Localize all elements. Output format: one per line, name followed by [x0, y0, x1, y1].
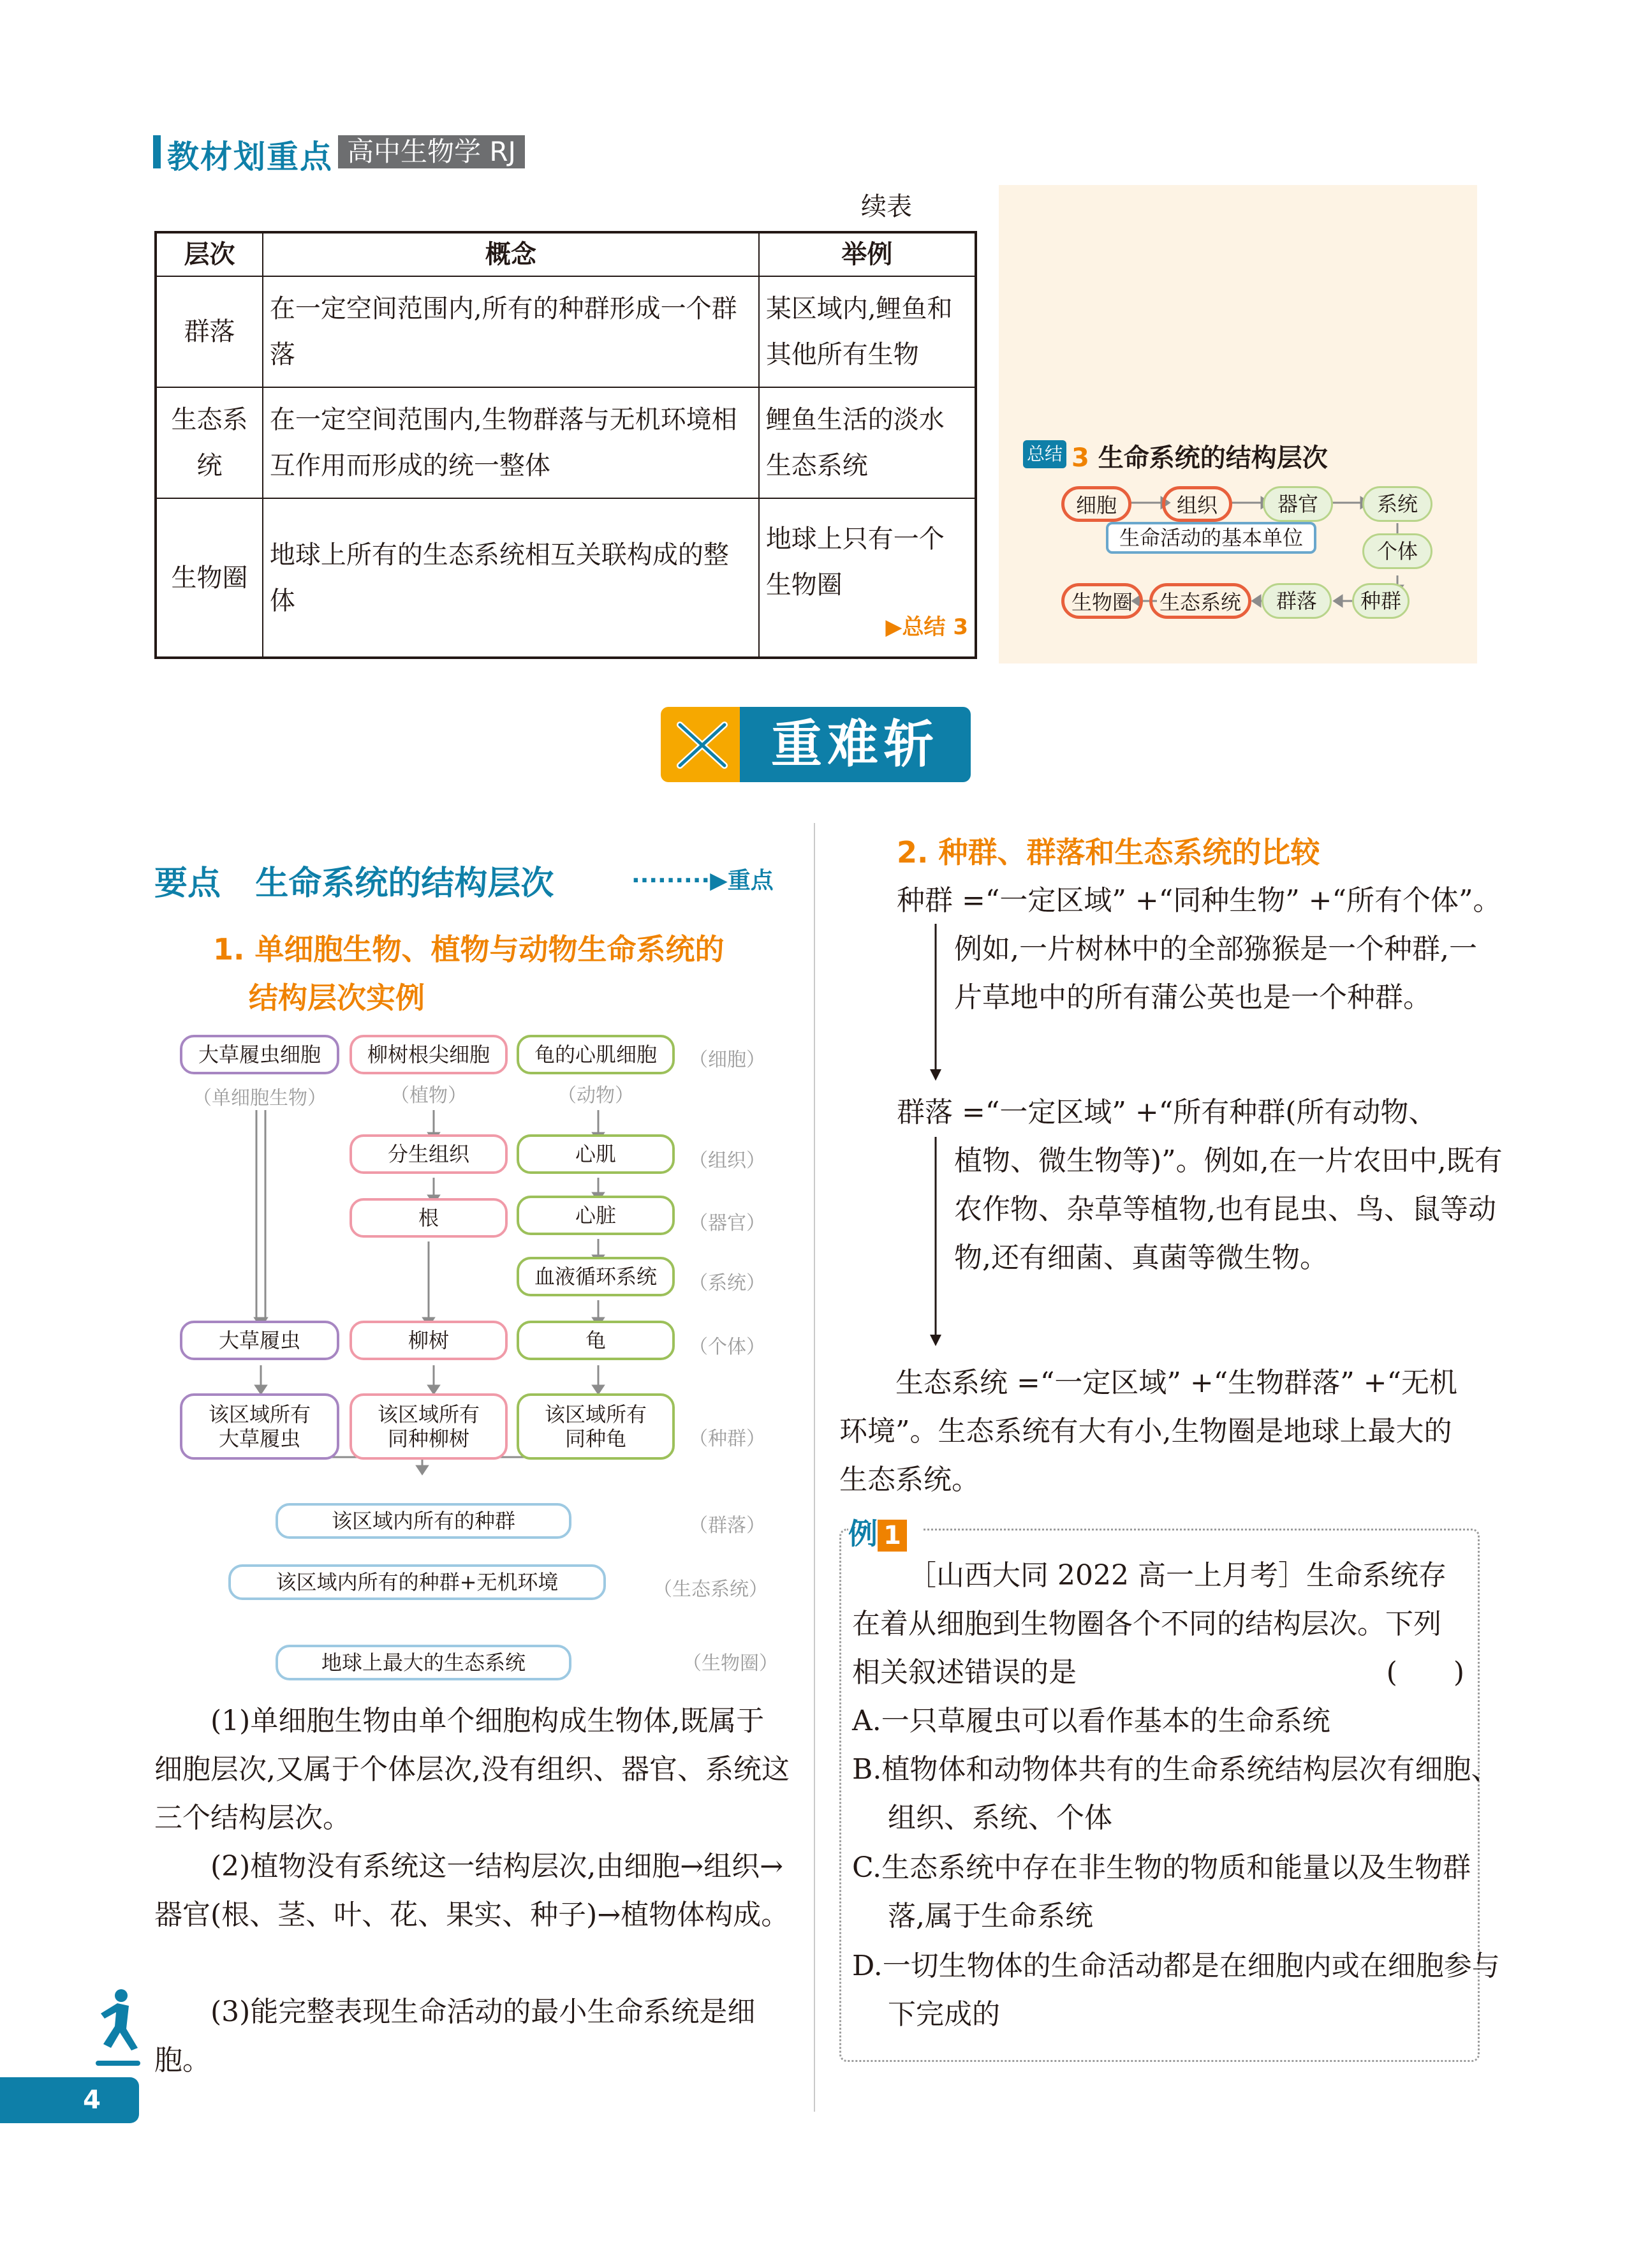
- flow-individual-paramecium: 大草履虫: [180, 1321, 339, 1360]
- option-text: 生态系统中存在非生物的物质和能量以及生物群落,属于生命系统: [881, 1851, 1471, 1932]
- flow-type-unicellular: （单细胞生物）: [193, 1087, 327, 1109]
- summary-basic-unit: 生命活动的基本单位: [1106, 522, 1316, 554]
- option-text: 植物体和动物体共有的生命系统结构层次有细胞、组织、系统、个体: [881, 1753, 1499, 1834]
- flow-ecosystem: 该区域内所有的种群+无机环境: [228, 1564, 606, 1600]
- flow-population-turtle: 该区域所有同种龟: [517, 1393, 675, 1460]
- summary-node-cell: 细胞: [1061, 486, 1131, 522]
- table-header-row: [156, 232, 976, 276]
- summary-node-tissue: 组织: [1162, 486, 1232, 522]
- flow-individual-turtle: 龟: [517, 1321, 675, 1360]
- level-label-tissue: （组织）: [689, 1150, 765, 1172]
- summary-node-ecosystem: 生态系统: [1149, 583, 1251, 619]
- keypoint-title: 生命系统的结构层次: [255, 864, 554, 903]
- section1-title-line1: 1. 单细胞生物、植物与动物生命系统的: [213, 932, 725, 967]
- keypoint-label: 要点: [154, 864, 221, 903]
- summary-node-system: 系统: [1362, 486, 1432, 522]
- table-cell-example: 某区域内,鲤鱼和其他所有生物: [759, 276, 976, 387]
- summary-title-text: 生命系统的结构层次: [1098, 443, 1328, 473]
- option-c[interactable]: [852, 1844, 1500, 1941]
- section1-title: [213, 925, 725, 1022]
- flow-organ-heart: 心脏: [517, 1196, 675, 1235]
- population-example: 例如,一片树林中的全部猕猴是一个种群,一片草地中的所有蒲公英也是一个种群。: [954, 933, 1477, 1014]
- table-header: 举例: [759, 232, 976, 276]
- table-cell-level: 生态系统: [156, 387, 263, 498]
- level-label-biosphere: （生物圈）: [682, 1652, 778, 1675]
- summary-node-community: 群落: [1262, 583, 1332, 619]
- keypoint-tag: ·········▶重点: [631, 868, 774, 894]
- flow-cell-willow: 柳树根尖细胞: [350, 1035, 508, 1074]
- population-definition: 种群 =“一定区域” +“同种生物” +“所有个体”。: [897, 884, 1501, 917]
- column-divider: [814, 823, 815, 2112]
- flow-biosphere: 地球上最大的生态系统: [276, 1645, 571, 1680]
- summary-node-population: 种群: [1352, 583, 1410, 619]
- option-key: A.: [852, 1705, 881, 1737]
- table-caption: 续表: [861, 192, 912, 221]
- option-text: 一只草履虫可以看作基本的生命系统: [881, 1705, 1330, 1737]
- flow-tissue-cardiac: 心肌: [517, 1134, 675, 1174]
- header-brand: 教材划重点: [167, 138, 333, 175]
- level-label-individual: （个体）: [689, 1336, 765, 1358]
- hierarchy-table: [154, 231, 977, 659]
- runner-illustration-icon: [89, 1984, 147, 2080]
- summary-icon: 总结: [1023, 440, 1066, 468]
- flow-community: 该区域内所有的种群: [276, 1503, 571, 1539]
- answer-bracket[interactable]: ( ): [1386, 1656, 1464, 1689]
- level-label-ecosystem: （生态系统）: [653, 1578, 768, 1601]
- option-d[interactable]: [852, 1942, 1500, 2039]
- flow-cell-paramecium: 大草履虫细胞: [180, 1035, 339, 1074]
- flow-population-willow: 该区域所有同种柳树: [350, 1393, 508, 1460]
- table-header: 概念: [263, 232, 759, 276]
- header-subject: 高中生物学 RJ: [338, 135, 525, 168]
- flow-individual-willow: 柳树: [350, 1321, 508, 1360]
- table-cell-example: [759, 498, 976, 658]
- option-b[interactable]: [852, 1745, 1500, 1842]
- example-label-text: 例: [848, 1516, 878, 1551]
- flow-system-circulatory: 血液循环系统: [517, 1257, 675, 1296]
- level-label-community: （群落）: [689, 1515, 765, 1537]
- page-number: 4: [0, 2077, 139, 2123]
- option-a[interactable]: [852, 1697, 1464, 1745]
- option-key: B.: [852, 1753, 882, 1786]
- flow-population-paramecium: 该区域所有大草履虫: [180, 1393, 339, 1460]
- example-label: [848, 1511, 924, 1551]
- header-accent-bar: [153, 135, 161, 168]
- arrow-down-icon: [926, 924, 945, 1083]
- summary-node-individual: 个体: [1362, 533, 1432, 569]
- flow-tissue-meristem: 分生组织: [350, 1134, 508, 1174]
- keypoint-heading: [154, 856, 554, 904]
- flow-type-plant: （植物）: [390, 1085, 467, 1107]
- table-header: 层次: [156, 232, 263, 276]
- example-stem: [852, 1552, 1464, 1697]
- arrow-down-icon: [926, 1137, 945, 1347]
- table-cell-level: 群落: [156, 276, 263, 387]
- table-row: [156, 276, 976, 387]
- summary-node-biosphere: 生物圈: [1061, 583, 1143, 619]
- table-cell-concept: 在一定空间范围内,生物群落与无机环境相互作用而形成的统一整体: [263, 387, 759, 498]
- flow-organ-root: 根: [350, 1198, 508, 1238]
- summary-link-tag[interactable]: ▶总结 3: [885, 614, 968, 640]
- keypoint-tag-text: ▶重点: [710, 868, 774, 894]
- community-definition: 群落 =“一定区域” +“所有种群(所有动物、: [897, 1096, 1437, 1129]
- section-banner: 重难斩: [740, 707, 971, 782]
- table-cell-concept: 地球上所有的生态系统相互关联构成的整体: [263, 498, 759, 658]
- paragraph-unicellular: (1)单细胞生物由单个细胞构成生物体,既属于细胞层次,又属于个体层次,没有组织、器官、系统这三个结构层次。: [154, 1705, 790, 1834]
- table-cell-example: 鲤鱼生活的淡水生态系统: [759, 387, 976, 498]
- example-stem-text: ［山西大同 2022 高一上月考］生命系统存在着从细胞到生物圈各个不同的结构层次。下列相关叙述错误的是: [852, 1559, 1447, 1689]
- example-number: 1: [878, 1520, 907, 1552]
- table-row: [156, 498, 976, 658]
- flow-type-animal: （动物）: [557, 1085, 634, 1107]
- table-row: [156, 387, 976, 498]
- community-example: 植物、微生物等)”。例如,在一片农田中,既有农作物、杂草等植物,也有昆虫、鸟、鼠等动物,还有细菌、真菌等微生物。: [954, 1145, 1503, 1274]
- ecosystem-definition: 生态系统 =“一定区域” +“生物群落” +“无机环境”。生态系统有大有小,生物圈是地球上最大的生态系统。: [839, 1367, 1458, 1496]
- table-cell-level: 生物圈: [156, 498, 263, 658]
- level-label-system: （系统）: [689, 1272, 765, 1294]
- paragraph-smallest-system: (3)能完整表现生命活动的最小生命系统是细胞。: [154, 1996, 756, 2077]
- example-text: 地球上只有一个生物圈: [765, 524, 945, 600]
- summary-number: 3: [1071, 443, 1089, 473]
- flow-cell-turtle: 龟的心肌细胞: [517, 1035, 675, 1074]
- level-label-cell: （细胞）: [689, 1049, 765, 1071]
- section2-title: 2. 种群、群落和生态系统的比较: [897, 835, 1320, 870]
- section1-title-line2: 结构层次实例: [249, 981, 425, 1015]
- tools-icon: [661, 707, 744, 782]
- option-key: C.: [852, 1851, 882, 1884]
- paragraph-plant: (2)植物没有系统这一结构层次,由细胞→组织→器官(根、茎、叶、花、果实、种子)→植物体构成。: [154, 1850, 790, 1931]
- summary-node-organ: 器官: [1263, 486, 1333, 522]
- table-cell-concept: 在一定空间范围内,所有的种群形成一个群落: [263, 276, 759, 387]
- level-label-population: （种群）: [689, 1428, 765, 1450]
- option-key: D.: [852, 1950, 883, 1982]
- crossed-tools-icon: [661, 707, 744, 782]
- option-text: 一切生物体的生命活动都是在细胞内或在细胞参与下完成的: [882, 1950, 1500, 2031]
- level-label-organ: （器官）: [689, 1212, 765, 1234]
